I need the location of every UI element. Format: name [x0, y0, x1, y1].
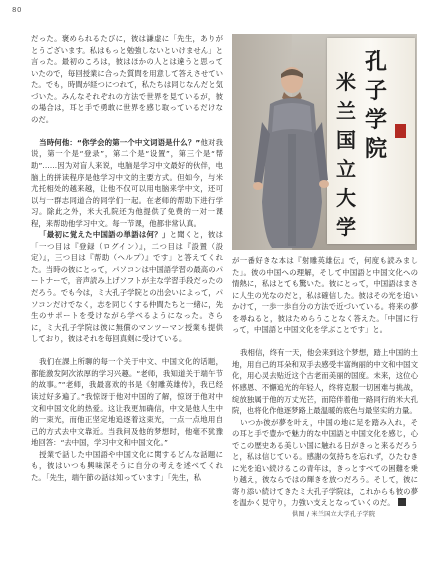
paragraph: だった。褒められるたびに，彼は謙虚に「先生，ありがとうございます。私はもっと勉強しないといけません」と言った。最初のころは，彼はほかの人とは違うと思っていたので，毎回授業に合った質問を用意して答えさせていた。でも，時間が経つにつれて，私たちは同じなんだと気づいた。みんなそれぞれの方法で世界を見ているが，彼の場合は，耳と手で勇敢に世界を感じ取っているだけなのだ。 — [31, 34, 224, 124]
scroll-calligraphy-text: 孔子学院 — [364, 49, 387, 162]
page-number: 80 — [12, 6, 22, 14]
end-mark-icon — [398, 498, 406, 506]
interview-question: 当時何他：“你学会的第一个中文词语是什么？” — [39, 137, 201, 147]
article-left-column — [31, 33, 223, 483]
paragraph — [31, 229, 223, 344]
calligraphy-scroll — [327, 38, 415, 244]
paragraph-text: と聞くと，彼は「一つ目は『登録（ログイン）』，二つ目は『設置（設定）』，三つ目は『帮助（ヘルプ）』です」と答えてくれた。当時の彼にとって，パソコンは中国語学習の最高のパートナーで，音声読み上げソフトが主な学習手段だったのだろう。でも今は，ミ大孔子学院との出会いによって，パソコンだけでなく，志を同じくする仲間たちと一緒に，先生のサポートを受けながら学べるようになった。さらに，ミ大孔子学院は彼に無償のマンツーマン授業も提供しており，彼はそれを毎回真剣に受けている。 — [31, 230, 224, 344]
paragraph-text: いつか彼が夢を叶え，中国の地に足を踏み入れ，その耳と手で豊かで魅力的な中国語と中国文化を感じ，心でこの歴史ある美しい国に触れる日がきっと来るだろうと，私は信じている。感謝の気持ちを忘れず，ひたむきに光を追い続けるこの青年は，きっとすべての困難を乗り越え，彼ならではの輝きを放つだろう。そして，彼に寄り添い続けてきたミ大孔子学院は，これからも彼の夢を温かく見守り，力強い支えとなっていくのだ。 — [232, 417, 418, 508]
scroll-calligraphy-text: 米兰国立大学 — [336, 70, 356, 239]
article-right-column — [232, 255, 418, 509]
paragraph — [232, 417, 418, 509]
paragraph: が一番好きな本は『射雕英雄伝』で，何度も読みました」。彼の中国への理解，そして中国語と中国文化への情熱に，私はとても驚いた。彼にとって，中国語はまさに人生の光なのだと，私は確信した。彼はその光を追いかけて，一歩一歩自分の方法で近づいている。将来の夢を尋ねると，彼はためらうことなく答えた。「中国に行って，中国語と中国文化を学ぶことです」と。 — [232, 256, 418, 335]
paragraph: 授業で話した中国語や中国文化に関するどんな話題にも，彼はいつも興味深そうに自分の考えを述べてくれた。「先生，端午節の話は知っています」「先生，私 — [31, 449, 223, 482]
paragraph-text: 他对我说，第一个是“登录”，第二个是“设置”，第三个是“帮助”……因为对盲人来说，电脑是学习中文最好的伙伴，电脑上的拼读程序是他学习中文的主要方式。但如今，与米尤托相处的越来越，让他不仅可以用电脑来学中文，还可以与一群志同道合的同学们一起。在老师的帮助下进行学习。除此之外，米大孔院还为他提供了免费的一对一课程，来帮助他学习中文。每一节课，他都非常认真。 — [31, 137, 223, 228]
article-photo — [232, 34, 417, 250]
paragraph — [31, 137, 223, 229]
interview-question: 「最初に覚えた中国語の単語は何？」 — [39, 230, 170, 240]
paragraph: 我相信，终有一天，他会来到这个梦想，踏上中国的土地，用自己的耳朵和双手去感受丰富绚丽的中文和中国文化，用心灵去贴近这个古老而美丽的国度。未来，这位心怀感恩、不懈追光的年轻人，终将克服一切困难与挑战，绽放独属于他的万丈光芒，而陪伴着他一路同行的米大孔院，也将化作他逐梦路上最温暖的底色与最坚实的力量。 — [232, 348, 418, 416]
photo-caption: 供图 / 米兰国立大学孔子学院 — [292, 511, 376, 518]
paragraph: 我们在課上所聊的每一个关于中文、中国文化的话题，都能激发阿次浓厚的学习兴趣。“老师，我知道关于端午节的故事。”“老师，我最喜欢的书是《射雕英雄传》，我已经读过好多遍了。”我惊讶于他对中国的了解，惊讶于他对中文和中国文化的热爱。这让我更加确信，中文是他人生中的一束光，而他正坚定地追逐着这束光，一点一点地用自己的方式去中文靠近。当我问及他的梦想时，他毫不犹豫地回答：“去中国，学习中文和中国文化。” — [31, 357, 223, 448]
red-seal-stamp — [395, 124, 406, 138]
student-figure — [248, 62, 333, 250]
